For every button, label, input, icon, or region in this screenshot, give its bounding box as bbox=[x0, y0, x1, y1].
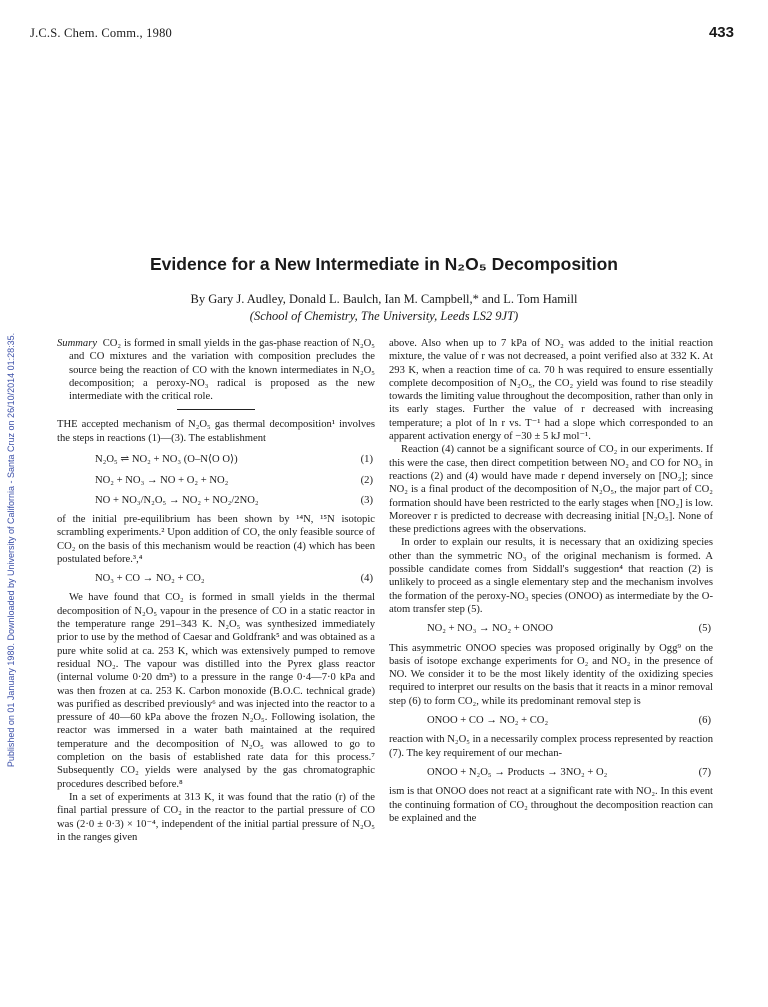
equation-2 bbox=[57, 474, 375, 487]
equation-1 bbox=[57, 453, 375, 466]
equation-7 bbox=[389, 766, 713, 779]
equation-number: (2) bbox=[360, 475, 373, 487]
equation-4 bbox=[57, 572, 375, 585]
equation-number: (1) bbox=[360, 454, 373, 466]
paragraph: Reaction (4) cannot be a significant source of CO₂ in our experiments. If this were the case, then direct competition between NO₂ and CO for NO₃ in reactions (2) and (4) would have made r depend inversely on [NO₂]; since NO₂ is a final product of the decomposition of N₂O₅, the major part of CO₂ formation should have been restricted to the early stages when [NO₂] is low. Moreover r is predicted to decrease with decreasing initial [N₂O₅]. None of these predictions agrees with the observations. bbox=[389, 444, 713, 536]
paragraph: This asymmetric ONOO species was proposed originally by Ogg⁹ on the basis of isotope exchange experiments for O₂ and NO₂ in the presence of NO. We consider it to be the most likely identity of the oxidizing species required to interpret our results on the basis that it reacts in a minor removal step (6) to form CO₂, while its predominant removal step is bbox=[389, 642, 713, 707]
author-list: By Gary J. Audley, Donald L. Baulch, Ian M. Campbell,* and L. Tom Hamill bbox=[190, 292, 578, 306]
left-column bbox=[57, 337, 375, 844]
paragraph: reaction with N₂O₅ in a necessarily complex process represented by reaction (7). The key requirement of our mechan- bbox=[389, 734, 713, 759]
paragraph: above. Also when up to 7 kPa of NO₂ was added to the initial reaction mixture, the value of r was not decreased, a point verified also at 332 K. At 293 K, when a reaction time of ca. 70 h was required to ensure essentially complete decomposition of N₂O₅, the CO₂ yield was found to rise steadily towards the limiting value throughout the decomposition, rather than only in its early stages. Further the value of r decreased with increasing temperature; a plot of ln r vs. T⁻¹ had a slope which corresponded to an apparent activation energy of −30 ± 5 kJ mol⁻¹. bbox=[389, 338, 713, 443]
right-column bbox=[389, 337, 713, 825]
paragraph: of the initial pre-equilibrium has been shown by ¹⁴N, ¹⁵N isotopic scrambling experiments.² Upon addition of CO, the only feasible source of CO₂ on the basis of this mechanism would be reaction (4) which has been postulated before.³,⁴ bbox=[57, 513, 375, 565]
equation-number: (5) bbox=[698, 623, 711, 635]
affiliation: (School of Chemistry, The University, Leeds LS2 9JT) bbox=[249, 309, 519, 323]
equation-3 bbox=[57, 494, 375, 507]
equation-text: NO₂ + NO₃ → NO₂ + ONOO bbox=[427, 623, 554, 635]
equation-text: ONOO + CO → NO₂ + CO₂ bbox=[427, 715, 549, 727]
paragraph: THE accepted mechanism of N₂O₅ gas thermal decomposition¹ involves the steps in reactions (1)—(3). The establishment bbox=[57, 419, 375, 444]
summary-text: CO₂ is formed in small yields in the gas-phase reaction of N₂O₅ and CO mixtures and the variation with composition precludes the source being the reaction of CO with the known intermediates in N₂O₅ decomposition; a peroxy-NO₃ radical is proposed as the new intermediate with the critical role. bbox=[69, 338, 376, 403]
download-notice[interactable]: Published on 01 January 1980. Downloaded by University of California - Santa Cruz on 26/10/2014 01:28:35. bbox=[6, 332, 16, 768]
equation-text: NO₃ + CO → NO₂ + CO₂ bbox=[95, 573, 205, 585]
summary-label: Summary bbox=[57, 338, 98, 349]
paragraph: In order to explain our results, it is necessary that an oxidizing species other than the symmetric NO₃ of the original mechanism is formed. A possible candidate comes from Siddall's suggestion⁴ that reaction (2) is unlikely to proceed as a single elementary step and the mechanism involves the formation of the peroxy-NO₃ species (ONOO) as intermediate by the O-atom transfer step (5). bbox=[389, 537, 713, 615]
page-number: 433 bbox=[708, 24, 734, 41]
equation-number: (6) bbox=[698, 715, 711, 727]
equation-6 bbox=[389, 714, 713, 727]
journal-header: J.C.S. Chem. Comm., 1980 bbox=[30, 26, 172, 40]
equation-text: ONOO + N₂O₅ → Products → 3NO₂ + O₂ bbox=[427, 766, 608, 778]
paragraph: In a set of experiments at 313 K, it was found that the ratio (r) of the final partial pressure of CO₂ in the reactor to the partial pressure of CO was (2·0 ± 0·3) × 10⁻⁴, independent of the initial partial pressure of N₂O₅ in the ranges given bbox=[57, 791, 375, 843]
equation-number: (4) bbox=[360, 573, 373, 585]
paragraph: We have found that CO₂ is formed in small yields in the thermal decomposition of N₂O₅ vapour in the presence of CO in a static reactor in the temperature range 291–343 K. N₂O₅ was synthesized immediately prior to use by the method of Caesar and Goldfrank⁵ and was obtained as a pure white solid at ca. 253 K, which was extensively pumped to remove residual NO₂. The vapour was distilled into the Pyrex glass reactor (internal volume 0·20 dm³) to a pressure in the range 0·4—7·0 kPa and was then frozen at ca. 253 K. Carbon monoxide (B.O.C. technical grade) was purified as described previously⁶ and was injected into the reactor to a pressure of 40—60 kPa above the frozen N₂O₅. Following isolation, the reactor was immersed in a water bath maintained at the required temperature and the decomposition of N₂O₅ was allowed to go to completion on the basis of established rate data for this process.⁷ Subsequently CO₂ yields were analysed by the gas chromatographic procedures described before.⁸ bbox=[57, 592, 375, 790]
article-title: Evidence for a New Intermediate in N₂O₅ Decomposition bbox=[150, 254, 618, 274]
summary-divider bbox=[177, 409, 255, 410]
equation-5 bbox=[389, 622, 713, 635]
summary-block bbox=[57, 337, 375, 403]
paragraph: ism is that ONOO does not react at a significant rate with NO₂. In this event the continuing formation of CO₂ throughout the decomposition reaction can be explained and the bbox=[389, 786, 713, 824]
equation-text: NO + NO₃/N₂O₅ → NO₂ + NO₂/2NO₂ bbox=[95, 494, 259, 506]
equation-text: N₂O₅ ⇌ NO₂ + NO₃ (O–N⟨O O⟩) bbox=[95, 454, 238, 466]
equation-number: (3) bbox=[360, 494, 373, 506]
equation-number: (7) bbox=[698, 766, 711, 778]
equation-text: NO₂ + NO₃ → NO + O₂ + NO₂ bbox=[95, 475, 229, 487]
